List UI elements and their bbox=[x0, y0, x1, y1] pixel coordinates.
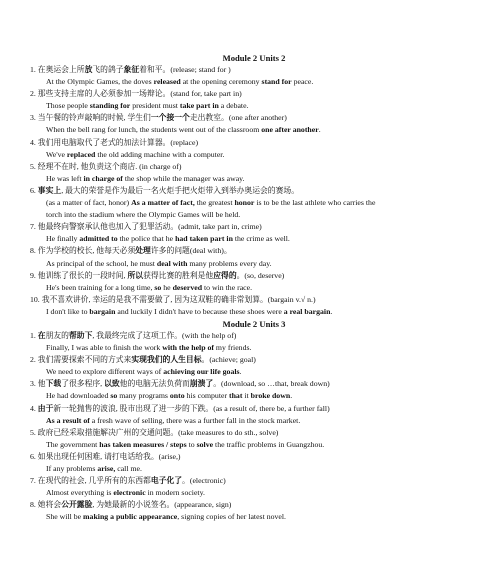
text-segment: 他的电脑无法负荷而 bbox=[119, 379, 190, 389]
text-segment: the crime as well. bbox=[232, 234, 290, 244]
chinese-prompt bbox=[30, 354, 478, 366]
chinese-prompt bbox=[30, 294, 478, 306]
text-segment: the old adding machine with a computer. bbox=[95, 149, 225, 159]
bold-phrase: 帮助下 bbox=[68, 330, 93, 340]
text-segment: (as a matter of fact, honor) bbox=[46, 198, 132, 208]
bold-phrase: deserved bbox=[172, 282, 203, 292]
text-segment: When the bell rang for lunch, the students went out of the classroom bbox=[46, 125, 262, 135]
text-segment: call me. bbox=[115, 464, 142, 473]
bold-phrase: deal with bbox=[156, 258, 188, 268]
text-segment: 3. 当午餐的铃声敲响的时候, 学生们 bbox=[30, 113, 151, 123]
bold-phrase: standing for bbox=[89, 101, 131, 111]
text-segment: As principal of the school, he must bbox=[46, 258, 157, 268]
bold-phrase: a real bargain bbox=[283, 306, 331, 316]
bold-phrase: one after another bbox=[261, 125, 319, 135]
text-segment: 了很多程序, bbox=[61, 379, 105, 389]
text-segment: He finally bbox=[46, 234, 80, 244]
bold-phrase: onto bbox=[169, 391, 185, 401]
text-segment: . bbox=[239, 367, 242, 377]
english-sentence bbox=[30, 197, 478, 209]
text-segment: 。(electronic) bbox=[182, 476, 226, 486]
bold-phrase: 公开露脸 bbox=[61, 500, 93, 510]
text-segment: and luckily I didn't have to because these shoes were bbox=[115, 306, 284, 316]
text-segment: We've bbox=[46, 149, 67, 159]
bold-phrase: honor bbox=[234, 198, 255, 208]
module-title: Module 2 Units 3 bbox=[222, 318, 286, 329]
text-segment: He was left bbox=[46, 173, 84, 183]
bold-phrase: solve bbox=[196, 439, 214, 449]
text-segment: 2. 我们需要探索不同的方式来 bbox=[30, 355, 132, 365]
text-segment: 朋友的 bbox=[45, 330, 69, 340]
bold-phrase: with the help of bbox=[162, 343, 214, 353]
text-segment: 。(achieve; goal) bbox=[201, 355, 256, 365]
text-segment: . bbox=[318, 125, 321, 135]
english-sentence bbox=[30, 282, 478, 294]
text-segment: torch into the stadium where the Olympic Games will be held. bbox=[46, 210, 241, 220]
bold-phrase: As a result of bbox=[46, 415, 90, 425]
text-segment: The government bbox=[46, 439, 100, 449]
bold-phrase: that bbox=[229, 391, 243, 401]
text-segment: the shop while the manager was away. bbox=[122, 173, 245, 183]
text-segment: many programs bbox=[117, 391, 170, 401]
bold-phrase: 由于 bbox=[37, 403, 54, 413]
text-segment: 。(download, so …that, break down) bbox=[213, 379, 330, 389]
text-segment: Finally, I was able to finish the work bbox=[46, 343, 163, 353]
text-segment: to bbox=[186, 439, 197, 449]
english-sentence bbox=[30, 390, 478, 402]
chinese-prompt bbox=[30, 475, 478, 487]
text-segment: a fresh wave of selling, there was a further fall in the stock market. bbox=[89, 415, 301, 425]
bold-phrase: 事实上 bbox=[37, 185, 62, 195]
text-segment: a debate. bbox=[218, 101, 249, 111]
bold-phrase: achieving our life goals bbox=[163, 367, 240, 377]
bold-phrase: stand for bbox=[261, 77, 292, 87]
text-segment: 。(so, deserve) bbox=[236, 270, 285, 280]
chinese-prompt bbox=[30, 451, 478, 463]
english-sentence bbox=[30, 149, 478, 161]
bold-phrase: 放 bbox=[84, 65, 93, 74]
bold-phrase: 实现我们的人生目标 bbox=[131, 355, 202, 365]
english-sentence bbox=[30, 463, 478, 475]
text-segment: to win the race. bbox=[202, 282, 253, 292]
text-segment: the traffic problems in Guangzhou. bbox=[213, 439, 325, 449]
text-segment: 7. 他最终向警察承认他也加入了犯罪活动。(admit, take part in, crime) bbox=[30, 222, 262, 232]
text-segment: . bbox=[290, 391, 293, 401]
text-segment: , 我最终完成了这项工作。(with the help of) bbox=[92, 330, 237, 340]
text-segment: is to be the last athlete who carries the bbox=[254, 198, 376, 208]
text-segment: Those people bbox=[46, 101, 90, 111]
english-sentence bbox=[30, 511, 478, 523]
text-segment: 6. bbox=[30, 185, 38, 195]
bold-phrase: making a public appearance bbox=[83, 512, 178, 522]
chinese-prompt bbox=[30, 221, 478, 233]
bold-phrase: 崩溃了 bbox=[189, 379, 214, 389]
english-sentence bbox=[30, 233, 478, 245]
text-segment: 4. bbox=[30, 403, 38, 413]
chinese-prompt bbox=[30, 403, 478, 415]
text-segment: 9. 他训练了很长的一段时间, bbox=[30, 270, 128, 280]
bold-phrase: so bbox=[154, 282, 162, 292]
english-sentence bbox=[30, 100, 478, 112]
text-segment: 5. 政府已经采取措施解决广州的交通问题。(take measures to do sth., solve) bbox=[30, 427, 279, 437]
chinese-prompt bbox=[30, 378, 478, 390]
chinese-prompt bbox=[30, 64, 478, 76]
text-segment: 5. 经理不在时, 他负责这个商店. (in charge of) bbox=[30, 161, 182, 171]
text-segment: I don't like to bbox=[46, 306, 90, 316]
english-sentence bbox=[30, 439, 478, 451]
bold-phrase: 象征 bbox=[123, 65, 140, 74]
text-segment: 2. 那些支持主席的人必须参加一场辩论。(stand for, take part in) bbox=[30, 89, 242, 99]
text-segment: 飞的鸽子 bbox=[92, 65, 124, 74]
bold-phrase: As a matter of fact, bbox=[131, 198, 195, 208]
english-sentence bbox=[30, 173, 478, 185]
module-title: Module 2 Units 2 bbox=[222, 53, 286, 63]
english-sentence bbox=[30, 258, 478, 270]
text-segment: 3. 他 bbox=[30, 379, 46, 389]
bold-phrase: released bbox=[153, 77, 181, 87]
bold-phrase: bargain bbox=[89, 306, 116, 316]
chinese-prompt bbox=[30, 88, 478, 100]
bold-phrase: admitted to bbox=[79, 234, 118, 244]
text-segment: 着和平。(release; stand for ) bbox=[139, 65, 231, 74]
bold-phrase: electronic bbox=[113, 488, 146, 498]
english-sentence bbox=[30, 366, 478, 378]
english-sentence bbox=[30, 209, 478, 221]
text-segment: 获得比赛的胜利是他 bbox=[143, 270, 214, 280]
text-segment: 走出教室。(one after another) bbox=[189, 113, 287, 123]
text-segment: 8. 作为学校的校长, 他每天必须 bbox=[30, 246, 136, 256]
bold-phrase: 处理 bbox=[135, 246, 151, 256]
bold-phrase: 电子化了 bbox=[150, 476, 183, 486]
text-segment: president must bbox=[130, 101, 180, 111]
text-segment: 7. 在现代的社会, 几乎所有的东西都 bbox=[30, 476, 151, 486]
text-segment: Almost everything is bbox=[46, 488, 114, 498]
bold-phrase: so bbox=[110, 391, 118, 401]
english-sentence bbox=[30, 124, 478, 136]
text-segment: the police that he bbox=[117, 234, 176, 244]
bold-phrase: in charge of bbox=[83, 173, 123, 183]
bold-phrase: broke down bbox=[250, 391, 291, 401]
text-segment: many problems every day. bbox=[187, 258, 272, 268]
bold-phrase: 在 bbox=[37, 330, 46, 340]
text-segment: it bbox=[242, 391, 251, 401]
text-segment: We need to explore different ways of bbox=[46, 367, 164, 377]
text-segment: 许多的问题(deal with)。 bbox=[150, 246, 232, 256]
text-segment: 1. bbox=[30, 330, 38, 340]
text-segment: his computer bbox=[184, 391, 229, 401]
bold-phrase: has taken measures / steps bbox=[99, 439, 187, 449]
bold-phrase: replaced bbox=[66, 149, 96, 159]
text-segment: She will be bbox=[46, 512, 84, 522]
chinese-prompt bbox=[30, 330, 478, 342]
chinese-prompt bbox=[30, 270, 478, 282]
english-sentence bbox=[30, 306, 478, 318]
text-segment: He's been training for a long time, bbox=[46, 282, 155, 292]
text-segment: 新一轮抛售的波浪, 股市出现了进一步的下跌。(as a result of, there be, a further fall) bbox=[53, 403, 330, 413]
text-segment: , 为她最新的小说签名。(appearance, sign) bbox=[92, 500, 232, 510]
chinese-prompt bbox=[30, 112, 478, 124]
text-segment: at the opening ceremony bbox=[180, 77, 262, 87]
text-segment: 6. 如果出现任何困难, 请打电话给我。(arise,) bbox=[30, 451, 181, 461]
bold-phrase: 下载 bbox=[45, 379, 62, 389]
bold-phrase: 所以 bbox=[127, 270, 144, 280]
chinese-prompt bbox=[30, 245, 478, 257]
text-segment: . bbox=[330, 306, 333, 316]
english-sentence bbox=[30, 415, 478, 427]
text-segment: in modern society. bbox=[145, 488, 205, 498]
text-segment: he bbox=[161, 282, 173, 292]
english-sentence bbox=[30, 342, 478, 354]
bold-phrase: arise, bbox=[97, 464, 116, 473]
text-segment: , signing copies of her latest novel. bbox=[177, 512, 286, 522]
text-segment: , 最大的荣誉是作为最后一名火炬手把火炬带入到举办奥运会的赛场。 bbox=[61, 185, 299, 195]
text-segment: At the Olympic Games, the doves bbox=[46, 77, 154, 87]
chinese-prompt bbox=[30, 499, 478, 511]
bold-phrase: take part in bbox=[179, 101, 219, 111]
chinese-prompt bbox=[30, 137, 478, 149]
bold-phrase: had taken part in bbox=[175, 234, 233, 244]
text-segment: 4. 我们用电脑取代了老式的加法计算器。(replace) bbox=[30, 137, 199, 147]
text-segment: 8. 她将会 bbox=[30, 500, 62, 510]
text-segment: 10. 我不喜欢讲价, 幸运的是我不需要做了, 因为这双鞋的确非常划算。(bargain v.√ n.) bbox=[30, 294, 316, 304]
chinese-prompt bbox=[30, 185, 478, 197]
text-segment: peace. bbox=[291, 77, 314, 87]
bold-phrase: 以致 bbox=[104, 379, 120, 389]
text-segment: 1. 在奥运会上所 bbox=[30, 65, 85, 74]
text-segment: If any problems bbox=[46, 464, 98, 473]
english-sentence bbox=[30, 487, 478, 499]
bold-phrase: 一个接一个 bbox=[150, 113, 190, 123]
bold-phrase: 应得的 bbox=[213, 270, 237, 280]
text-segment: the greatest bbox=[194, 198, 235, 208]
english-sentence bbox=[30, 76, 478, 88]
chinese-prompt bbox=[30, 161, 478, 173]
text-segment: my friends. bbox=[213, 343, 252, 353]
chinese-prompt bbox=[30, 427, 478, 439]
text-segment: He had downloaded bbox=[46, 391, 111, 401]
